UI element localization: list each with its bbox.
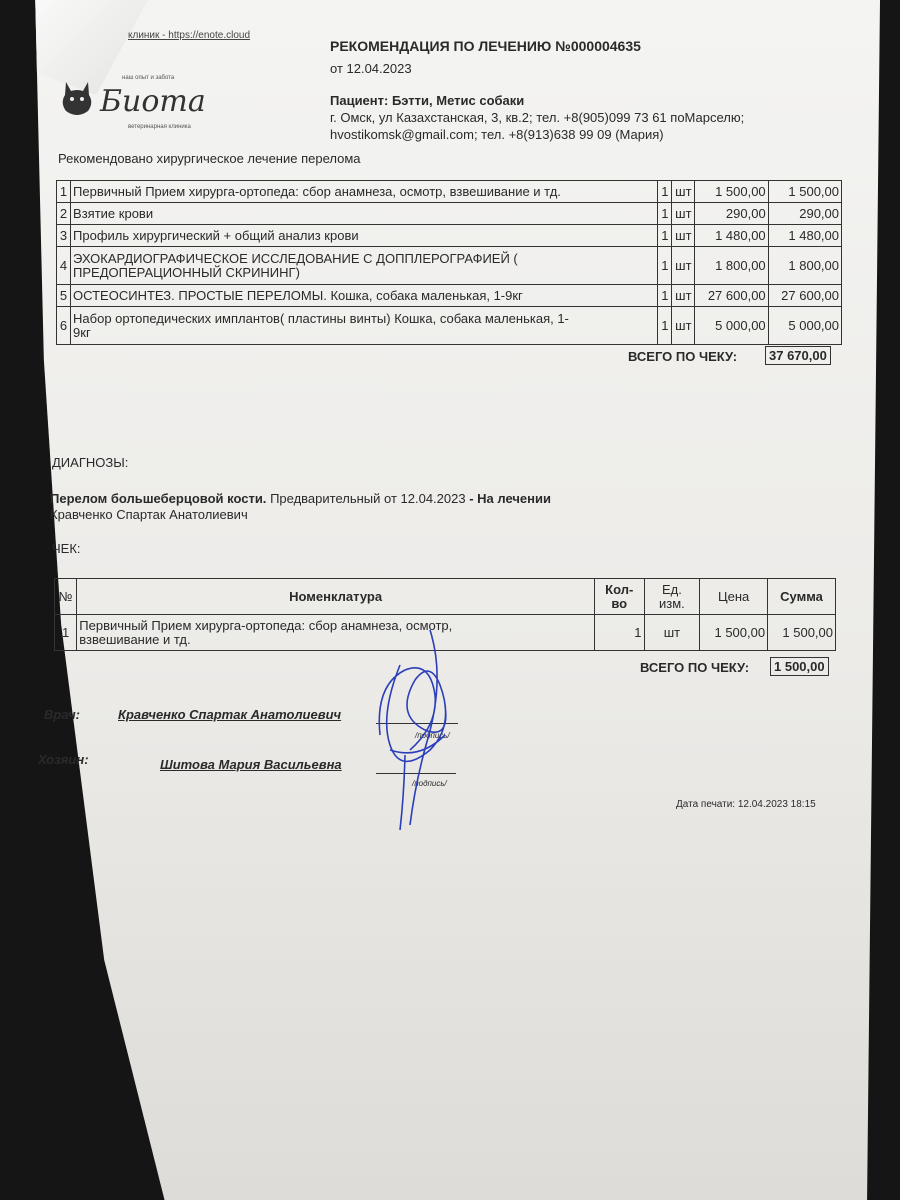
col-sum: Сумма xyxy=(768,579,836,615)
service-price: 5 000,00 xyxy=(695,307,768,345)
diagnosis-status: Предварительный от 12.04.2023 xyxy=(270,491,466,506)
service-unit: шт xyxy=(672,285,695,307)
row-number: 1 xyxy=(57,181,71,203)
col-price: Цена xyxy=(700,579,768,615)
sign-caption: /подпись/ xyxy=(415,731,450,740)
service-unit: шт xyxy=(672,247,695,285)
service-name: ОСТЕОСИНТЕЗ. ПРОСТЫЕ ПЕРЕЛОМЫ. Кошка, собака маленькая, 1-9кг xyxy=(71,285,658,307)
service-name: Первичный Прием хирурга-ортопеда: сбор анамнеза, осмотр, взвешивание и тд. xyxy=(71,181,658,203)
table-row xyxy=(57,307,842,345)
service-price: 1 800,00 xyxy=(695,247,768,285)
service-qty: 1 xyxy=(658,307,672,345)
service-name xyxy=(71,307,658,345)
col-qty xyxy=(594,579,644,615)
owner-label: Хозяин: xyxy=(38,752,89,767)
document-title: РЕКОМЕНДАЦИЯ ПО ЛЕЧЕНИЮ №000004635 xyxy=(330,38,641,54)
service-qty: 1 xyxy=(658,285,672,307)
row-number: 5 xyxy=(57,285,71,307)
owner-name: Шитова Мария Васильевна xyxy=(160,757,342,772)
handwritten-signature xyxy=(360,625,470,835)
service-unit: шт xyxy=(672,181,695,203)
service-sum: 1 480,00 xyxy=(768,225,841,247)
logo-subtitle: ветеринарная клиника xyxy=(128,124,191,130)
service-sum: 1 800,00 xyxy=(768,247,841,285)
service-name-line: ЭХОКАРДИОГРАФИЧЕСКОЕ ИССЛЕДОВАНИЕ С ДОППЛЕРОГРАФИЕЙ ( xyxy=(73,250,518,266)
diagnoses-heading: ДИАГНОЗЫ: xyxy=(52,455,129,470)
logo-tagline: наш опыт и забота xyxy=(122,75,175,81)
col-qty-line: во xyxy=(611,595,628,611)
check-item-sum: 1 500,00 xyxy=(768,615,836,651)
patient-info: Пациент: Бэтти, Метис собаки xyxy=(330,93,525,108)
cat-logo-icon xyxy=(58,78,96,118)
row-number: 3 xyxy=(57,225,71,247)
diagnosis-name: Перелом большеберцовой кости. xyxy=(50,491,267,506)
check-item-line: взвешивание и тд. xyxy=(79,631,191,647)
doctor-label: Врач: xyxy=(44,707,80,722)
service-price: 1 480,00 xyxy=(695,225,768,247)
table-row xyxy=(57,247,842,285)
service-qty: 1 xyxy=(658,247,672,285)
total-label: ВСЕГО ПО ЧЕКУ: xyxy=(640,660,750,675)
service-sum: 1 500,00 xyxy=(768,181,841,203)
col-unit xyxy=(644,579,700,615)
col-unit-line: изм. xyxy=(658,595,685,611)
document-date: от 12.04.2023 xyxy=(330,61,412,76)
service-name: Профиль хирургический + общий анализ крови xyxy=(71,225,658,247)
service-price: 290,00 xyxy=(695,203,768,225)
check-item-name xyxy=(77,615,595,651)
service-qty: 1 xyxy=(658,181,672,203)
diagnosis-doctor: Кравченко Спартак Анатолиевич xyxy=(50,507,248,522)
service-name-line: 9кг xyxy=(73,324,91,340)
row-number: 6 xyxy=(57,307,71,345)
col-unit-line: Ед. xyxy=(661,581,682,597)
service-sum: 5 000,00 xyxy=(768,307,841,345)
service-unit: шт xyxy=(672,203,695,225)
check-item-unit: шт xyxy=(644,615,700,651)
logo-name: Биота xyxy=(100,84,206,119)
col-number: № xyxy=(55,579,77,615)
diagnosis-state: - На лечении xyxy=(469,491,551,506)
service-unit: шт xyxy=(672,307,695,345)
service-sum: 27 600,00 xyxy=(768,285,841,307)
total-label: ВСЕГО ПО ЧЕКУ: xyxy=(628,349,738,364)
total-value: 37 670,00 xyxy=(765,346,831,365)
service-qty: 1 xyxy=(658,203,672,225)
service-price: 27 600,00 xyxy=(695,285,768,307)
check-item-line: Первичный Прием хирурга-ортопеда: сбор анамнеза, осмотр, xyxy=(79,617,453,633)
total-value: 1 500,00 xyxy=(770,657,829,676)
service-unit: шт xyxy=(672,225,695,247)
diagnosis-line xyxy=(50,491,551,506)
check-item-qty: 1 xyxy=(594,615,644,651)
owner-address: г. Омск, ул Казахстанская, 3, кв.2; тел. +8(905)099 73 61 поМарселю; xyxy=(330,110,745,125)
table-row xyxy=(57,285,842,307)
col-name: Номенклатура xyxy=(77,579,595,615)
row-number: 2 xyxy=(57,203,71,225)
row-number: 1 xyxy=(55,615,77,651)
table-row xyxy=(57,225,842,247)
service-name-line: Набор ортопедических имплантов( пластины винты) Кошка, собака маленькая, 1- xyxy=(73,310,569,326)
col-qty-line: Кол- xyxy=(605,581,634,597)
services-table xyxy=(56,180,842,345)
check-item-price: 1 500,00 xyxy=(700,615,768,651)
print-date: Дата печати: 12.04.2023 18:15 xyxy=(676,799,816,810)
service-price: 1 500,00 xyxy=(695,181,768,203)
service-sum: 290,00 xyxy=(768,203,841,225)
table-row xyxy=(57,181,842,203)
clinic-link[interactable]: клиник - https://enote.cloud xyxy=(128,30,251,41)
sign-caption: /подпись/ xyxy=(412,779,447,788)
doctor-name: Кравченко Спартак Анатолиевич xyxy=(118,707,342,722)
check-heading: ЧЕК: xyxy=(52,541,81,556)
row-number: 4 xyxy=(57,247,71,285)
service-name-line: ПРЕДОПЕРАЦИОННЫЙ СКРИНИНГ) xyxy=(73,264,300,280)
recommendation-text: Рекомендовано хирургическое лечение перелома xyxy=(58,151,361,166)
service-qty: 1 xyxy=(658,225,672,247)
service-name xyxy=(71,247,658,285)
table-row xyxy=(57,203,842,225)
check-header-row xyxy=(55,579,836,615)
service-name: Взятие крови xyxy=(71,203,658,225)
owner-contact: hvostikomsk@gmail.com; тел. +8(913)638 99 09 (Мария) xyxy=(330,127,664,142)
